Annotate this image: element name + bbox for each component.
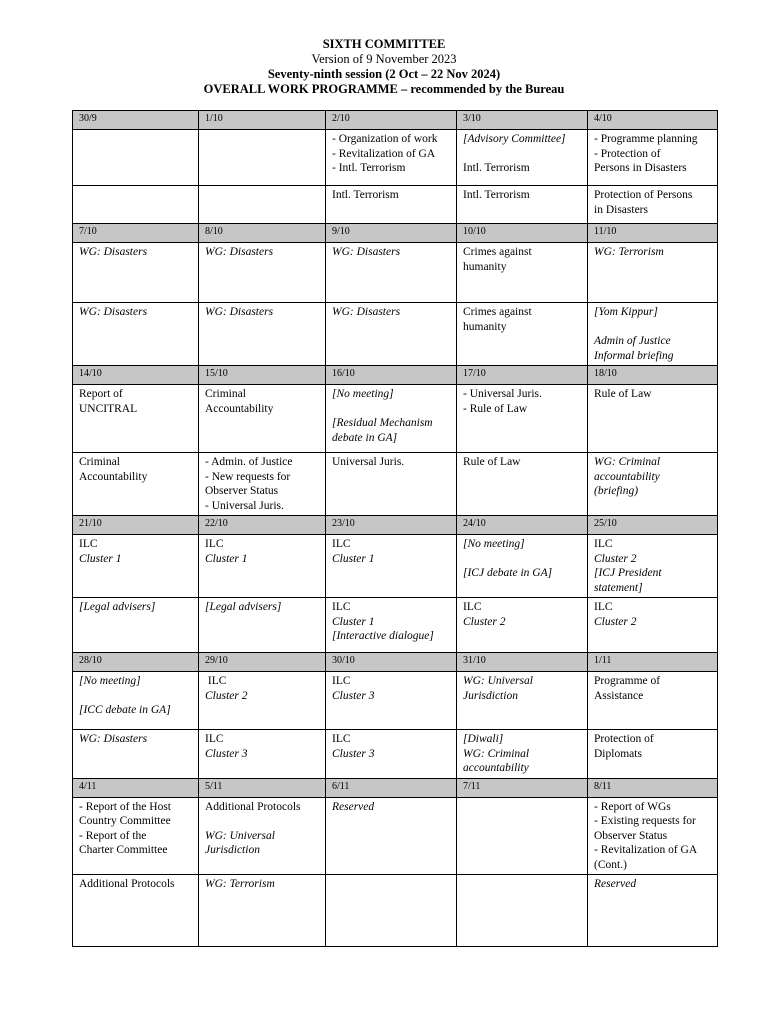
session-cell [588, 535, 718, 598]
date-cell: 25/10 [588, 516, 718, 535]
date-cell: 14/10 [73, 366, 199, 385]
session-line: WG: Disasters [332, 306, 401, 318]
session-line: Cluster 2 [205, 689, 248, 702]
morning-session-row [73, 243, 718, 303]
afternoon-session-row [73, 303, 718, 366]
session-cell [73, 186, 199, 224]
session-cell [457, 535, 588, 598]
session-cell [199, 186, 326, 224]
session-line: WG: Disasters [205, 246, 274, 258]
session-line: [Advisory Committee] [463, 133, 566, 145]
date-cell: 5/11 [199, 778, 326, 797]
session-cell [199, 535, 326, 598]
session-line: [Residual Mechanism [332, 417, 433, 429]
session-line: [ICC debate in GA] [79, 704, 171, 716]
document-header [0, 37, 768, 97]
session-line: ILC [79, 538, 98, 550]
session-cell [457, 453, 588, 516]
afternoon-session-row [73, 453, 718, 516]
date-cell: 15/10 [199, 366, 326, 385]
date-cell: 21/10 [73, 516, 199, 535]
session-cell [588, 875, 718, 947]
session-line: Persons in Disasters [594, 162, 687, 174]
date-cell: 7/11 [457, 778, 588, 797]
session-line: Reserved [594, 878, 637, 890]
session-cell [199, 130, 326, 186]
date-cell: 8/10 [199, 224, 326, 243]
date-cell: 10/10 [457, 224, 588, 243]
session-line: - Revitalization of GA [332, 147, 436, 160]
session-line: ILC [332, 733, 351, 745]
session-line: [Interactive dialogue] [332, 630, 434, 642]
session-line: Observer Status [205, 485, 279, 497]
date-cell: 2/10 [326, 111, 457, 130]
morning-session-row [73, 797, 718, 875]
session-line: [No meeting] [332, 388, 394, 400]
session-line: WG: Disasters [79, 306, 148, 318]
session-cell [457, 186, 588, 224]
session-line: Criminal [79, 456, 120, 468]
date-cell: 3/10 [457, 111, 588, 130]
session-line: - Intl. Terrorism [332, 162, 406, 174]
session-line: [ICJ debate in GA] [463, 567, 553, 579]
session-line: - Universal Juris. [463, 388, 542, 400]
session-line: Additional Protocols [205, 800, 301, 813]
session-line: (Cont.) [594, 858, 627, 871]
session-line: - Rule of Law [463, 402, 528, 415]
session-line: ILC [332, 601, 351, 613]
session-line: Intl. Terrorism [463, 189, 530, 201]
session-line: Cluster 1 [205, 552, 248, 565]
date-cell: 29/10 [199, 653, 326, 672]
session-line: - Report of the Host [79, 800, 171, 813]
session-line: accountability [594, 470, 660, 483]
session-line: accountability [463, 762, 529, 774]
session-cell [199, 453, 326, 516]
work-programme-table [72, 110, 718, 947]
session-line: Universal Juris. [332, 456, 405, 468]
session-line: in Disasters [594, 203, 648, 216]
session-cell [588, 130, 718, 186]
session-cell [199, 303, 326, 366]
session-cell [588, 385, 718, 453]
session-cell [199, 797, 326, 875]
session-cell [457, 797, 588, 875]
session-cell [326, 385, 457, 453]
session-line: Cluster 2 [594, 552, 637, 565]
session-line [463, 552, 581, 567]
session-cell [326, 672, 457, 730]
session-cell [326, 598, 457, 653]
session-line: - Protection of [594, 147, 661, 160]
session-line: WG: Disasters [79, 733, 148, 745]
session-line: - Programme planning [594, 133, 698, 145]
session-cell [588, 186, 718, 224]
session-line: ILC [332, 538, 351, 550]
session-cell [73, 730, 199, 779]
session-line: - Revitalization of GA [594, 844, 698, 856]
afternoon-session-row [73, 598, 718, 653]
session-cell [588, 797, 718, 875]
session-line: Cluster 1 [332, 552, 375, 565]
date-cell: 31/10 [457, 653, 588, 672]
session-cell [457, 303, 588, 366]
session-line: [No meeting] [79, 675, 141, 687]
date-cell: 18/10 [588, 366, 718, 385]
session-cell [73, 598, 199, 653]
date-cell: 24/10 [457, 516, 588, 535]
session-cell [457, 130, 588, 186]
session-cell [199, 385, 326, 453]
session-cell [326, 243, 457, 303]
session-line: Diplomats [594, 747, 642, 760]
session-line: WG: Criminal [463, 747, 530, 760]
date-cell: 30/9 [73, 111, 199, 130]
session-line: Rule of Law [463, 456, 521, 468]
session-cell [326, 130, 457, 186]
session-cell [199, 672, 326, 730]
session-line: Cluster 2 [463, 615, 506, 628]
session-cell [457, 672, 588, 730]
date-cell: 8/11 [588, 778, 718, 797]
morning-session-row [73, 385, 718, 453]
session-line: Seventy-ninth session (2 Oct – 22 Nov 2024) [267, 67, 501, 81]
session-cell [73, 385, 199, 453]
session-line: WG: Universal [205, 829, 275, 842]
date-cell: 1/11 [588, 653, 718, 672]
session-cell [73, 797, 199, 875]
session-line: (briefing) [594, 485, 639, 497]
session-cell [73, 672, 199, 730]
session-line: Assistance [594, 689, 644, 702]
session-cell [326, 797, 457, 875]
session-line: Report of [79, 388, 123, 400]
session-line: - New requests for [205, 470, 291, 483]
session-line: Cluster 3 [332, 689, 375, 702]
session-line: WG: Terrorism [594, 246, 664, 258]
session-line: WG: Disasters [332, 246, 401, 258]
date-row [73, 366, 718, 385]
session-line: humanity [463, 320, 507, 333]
session-line: Cluster 3 [205, 747, 248, 760]
session-line: Admin of Justice [594, 335, 671, 347]
date-row [73, 653, 718, 672]
session-cell [588, 243, 718, 303]
date-cell: 1/10 [199, 111, 326, 130]
session-line: Crimes against [463, 306, 532, 318]
session-line: Additional Protocols [79, 878, 175, 890]
session-cell [588, 672, 718, 730]
session-line: Jurisdiction [463, 689, 518, 702]
session-cell [588, 303, 718, 366]
session-line: Programme of [594, 675, 661, 687]
session-cell [326, 453, 457, 516]
session-cell [73, 535, 199, 598]
session-line: Charter Committee [79, 844, 168, 856]
session-line: Protection of [594, 733, 654, 745]
session-line: WG: Terrorism [205, 878, 275, 890]
date-cell: 23/10 [326, 516, 457, 535]
session-line: ILC [594, 601, 613, 613]
document-title: SIXTH COMMITTEE [322, 37, 446, 51]
session-cell [326, 730, 457, 779]
session-line [79, 689, 192, 704]
session-line: - Existing requests for [594, 815, 696, 827]
session-line: - Admin. of Justice [205, 456, 293, 468]
session-cell [199, 243, 326, 303]
session-line: Informal briefing [594, 349, 674, 362]
session-line: - Organization of work [332, 133, 438, 145]
session-cell [199, 875, 326, 947]
programme-line: OVERALL WORK PROGRAMME – recommended by the Bureau [203, 82, 565, 96]
session-line: Intl. Terrorism [332, 189, 399, 201]
session-cell [73, 130, 199, 186]
session-cell [457, 875, 588, 947]
session-line: - Report of the [79, 829, 147, 842]
session-line: ILC [205, 675, 227, 687]
session-line: ILC [332, 675, 351, 687]
session-cell [326, 535, 457, 598]
session-cell [326, 186, 457, 224]
session-line: Cluster 1 [79, 552, 122, 565]
afternoon-session-row [73, 186, 718, 224]
version-line: Version of 9 November 2023 [311, 52, 457, 66]
session-cell [588, 453, 718, 516]
session-line: [Legal advisers] [205, 601, 282, 613]
session-line [463, 147, 581, 162]
date-cell: 28/10 [73, 653, 199, 672]
session-line: Protection of Persons [594, 189, 693, 201]
session-cell [457, 730, 588, 779]
date-row [73, 516, 718, 535]
date-row [73, 778, 718, 797]
session-cell [457, 243, 588, 303]
morning-session-row [73, 535, 718, 598]
session-line: WG: Universal [463, 675, 533, 687]
session-line: WG: Disasters [205, 306, 274, 318]
session-cell [199, 730, 326, 779]
date-cell: 16/10 [326, 366, 457, 385]
date-cell: 30/10 [326, 653, 457, 672]
session-line: Cluster 3 [332, 747, 375, 760]
session-line: UNCITRAL [79, 402, 138, 415]
session-line: Rule of Law [594, 388, 652, 400]
session-cell [588, 598, 718, 653]
session-line: ILC [205, 733, 224, 745]
session-line: Reserved [332, 800, 375, 813]
session-line: Country Committee [79, 815, 171, 827]
date-cell: 4/11 [73, 778, 199, 797]
session-line: Observer Status [594, 829, 668, 842]
session-line: debate in GA] [332, 431, 398, 444]
date-row [73, 224, 718, 243]
date-cell: 7/10 [73, 224, 199, 243]
session-line: [ICJ President [594, 567, 662, 579]
date-cell: 6/11 [326, 778, 457, 797]
afternoon-session-row [73, 730, 718, 779]
session-line: ILC [205, 538, 224, 550]
session-cell [457, 598, 588, 653]
date-cell: 17/10 [457, 366, 588, 385]
session-line: Accountability [205, 402, 274, 415]
date-cell: 9/10 [326, 224, 457, 243]
session-line [205, 814, 319, 829]
session-line: Criminal [205, 388, 246, 400]
session-line: [Yom Kippur] [594, 306, 658, 318]
session-line: Jurisdiction [205, 844, 260, 856]
session-line: Cluster 1 [332, 615, 375, 628]
session-cell [199, 598, 326, 653]
session-line: - Report of WGs [594, 800, 671, 813]
session-cell [588, 730, 718, 779]
date-cell: 22/10 [199, 516, 326, 535]
session-cell [457, 385, 588, 453]
date-cell: 4/10 [588, 111, 718, 130]
session-line: [Diwali] [463, 733, 504, 745]
session-line: humanity [463, 260, 507, 273]
session-line: Accountability [79, 470, 148, 483]
session-line: ILC [463, 601, 482, 613]
session-cell [326, 875, 457, 947]
session-cell [73, 243, 199, 303]
session-line: statement] [594, 581, 643, 594]
session-cell [73, 453, 199, 516]
morning-session-row [73, 672, 718, 730]
session-line: WG: Criminal [594, 456, 661, 468]
date-row [73, 111, 718, 130]
session-line: Crimes against [463, 246, 532, 258]
date-cell: 11/10 [588, 224, 718, 243]
morning-session-row [73, 130, 718, 186]
session-cell [73, 303, 199, 366]
afternoon-session-row [73, 875, 718, 947]
session-line: ILC [594, 538, 613, 550]
session-line: [Legal advisers] [79, 601, 156, 613]
session-line: - Universal Juris. [205, 499, 284, 512]
session-line: Cluster 2 [594, 615, 637, 628]
session-line: Intl. Terrorism [463, 162, 530, 174]
session-cell [326, 303, 457, 366]
session-line [594, 320, 711, 335]
session-line [332, 402, 450, 417]
session-line: [No meeting] [463, 538, 525, 550]
session-line: WG: Disasters [79, 246, 148, 258]
session-cell [73, 875, 199, 947]
